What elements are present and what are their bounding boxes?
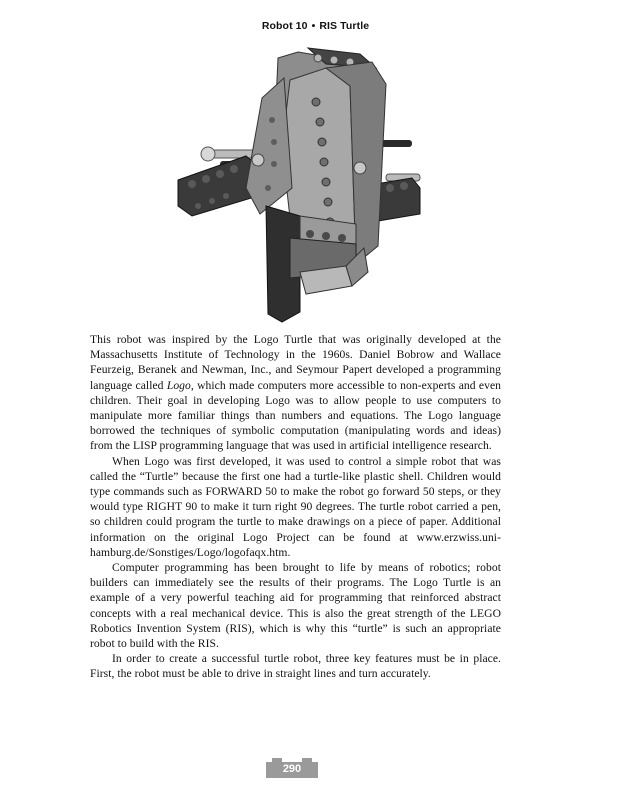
lego-robot-figure: [150, 38, 470, 328]
header-robot-number: Robot 10: [261, 20, 308, 32]
body-text: [90, 332, 501, 682]
header-separator: •: [311, 20, 316, 32]
header-robot-name: RIS Turtle: [319, 20, 370, 32]
emphasized-text: Logo: [166, 378, 191, 392]
text-run: When Logo was first developed, it was used to control a simple robot that was called the “Turtle” because the first one had a turtle-like plastic shell. Children would type commands such as FORWARD 50 to make the robot go forward 50 steps, or they would type RIGHT 90 to make it turn right 90 degrees. The turtle robot carried a pen, so children could program the turtle to make drawings on a piece of paper. Additional information on the original Logo Project can be found at www.erzwiss.uni-hamburg.de/Sonstiges/Logo/logofaqx.htm.: [90, 454, 501, 559]
text-run: In order to create a successful turtle robot, three key features must be in place. First, the robot must be able to drive in straight lines and turn accurately.: [90, 652, 501, 681]
paragraph: [90, 332, 501, 454]
page-number-badge: [266, 758, 318, 778]
text-run: , which made computers more accessible to non-experts and even children. Their goal in developing Logo was to allow people to use computers to manipulate more familiar things than numbers and equations. The Logo language borrowed the techniques of symbolic computation (manipulating words and ideas) from the LISP programming language that was used in artificial intelligence research.: [90, 378, 501, 453]
running-header: [0, 20, 631, 32]
paragraph: [90, 560, 501, 651]
text-run: This robot was inspired by the Logo Turtle that was originally developed at the Massachusetts Institute of Technology in the 1960s. Daniel Bobrow and Wallace Feurzeig, Beranek and Newman, Inc., and Seymour Papert developed a programming language called: [90, 333, 501, 392]
paragraph: [90, 454, 501, 560]
page-number: 290: [282, 763, 302, 775]
paragraph: [90, 651, 501, 681]
lego-robot-turtle-icon: [178, 48, 420, 322]
text-run: Computer programming has been brought to life by means of robotics; robot builders can immediately see the results of their programs. The Logo Turtle is an example of a very powerful teaching aid for programming that reinforced abstract concepts with a real mechanical device. This is also the great strength of the LEGO Robotics Invention System (RIS), which is why this “turtle” is such an appropriate robot to build with the RIS.: [90, 561, 501, 651]
